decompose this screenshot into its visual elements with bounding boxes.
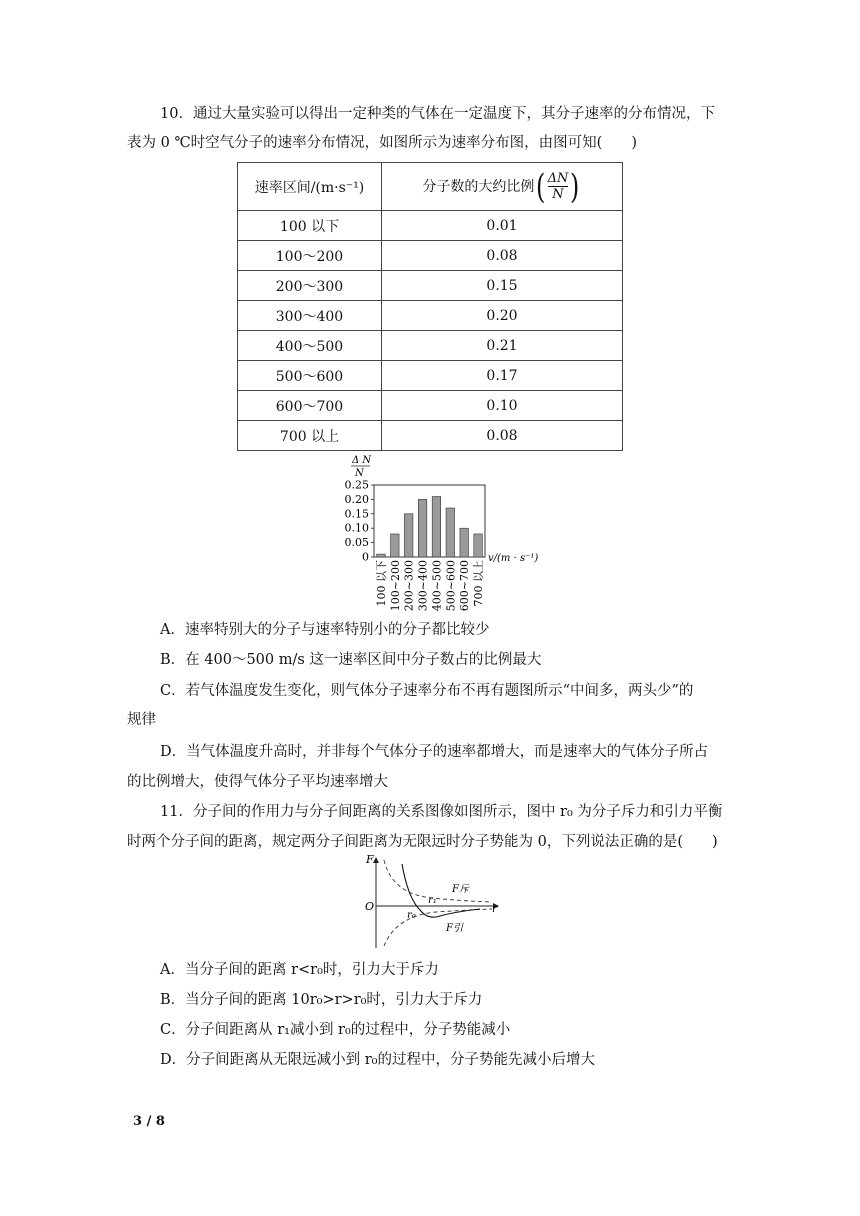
table-row: [238, 361, 623, 391]
bar: [446, 508, 455, 557]
table-row: [238, 271, 623, 301]
q10-option-d-line1: D．当气体温度升高时，并非每个气体分子的速率都增大，而是速率大的气体分子所占: [160, 744, 709, 760]
speed-distribution-chart: [340, 452, 560, 614]
bar: [418, 499, 427, 557]
x-tick-label: 100 以下: [374, 560, 388, 607]
r0-label: r₀: [407, 910, 416, 921]
f-attraction-label: F引: [446, 923, 463, 934]
r-axis-label: r: [492, 902, 498, 915]
ratio-cell: 0.15: [382, 271, 623, 301]
table-row: [238, 241, 623, 271]
q10-option-d-line2: 的比例增大，使得气体分子平均速率增大: [127, 774, 388, 790]
ratio-cell: 0.17: [382, 361, 623, 391]
range-cell: 700 以上: [238, 421, 382, 451]
x-axis-label: v/(m · s⁻¹): [488, 553, 539, 564]
r1-label: r₁: [428, 895, 437, 906]
range-cell: 600～700: [238, 391, 382, 421]
table-row: [238, 211, 623, 241]
ratio-cell: 0.21: [382, 331, 623, 361]
y-label-denominator: N: [355, 468, 364, 479]
y-tick-label: 0: [362, 550, 369, 564]
repulsion-curve: [384, 860, 492, 902]
q11-option-d: D．分子间距离从无限远减小到 r₀的过程中，分子势能先减小后增大: [160, 1052, 595, 1068]
q10-option-a: A．速率特别大的分子与速率特别小的分子都比较少: [160, 622, 490, 638]
x-tick-label: 500~600: [444, 560, 458, 612]
q11-stem-line1: 11．分子间的作用力与分子间距离的关系图像如图所示，图中 r₀ 为分子斥力和引力平衡: [160, 804, 723, 820]
table-header-range: 速率区间/(m·s⁻¹): [238, 163, 382, 211]
table-row: [238, 301, 623, 331]
q10-option-c-line2: 规律: [127, 712, 156, 728]
origin-label: O: [365, 900, 375, 913]
q10-option-b: B．在 400～500 m/s 这一速率区间中分子数占的比例最大: [160, 652, 542, 668]
y-tick-label: 0.10: [344, 521, 369, 535]
x-tick-label: 200~300: [402, 560, 416, 612]
table-row: [238, 331, 623, 361]
q10-stem-line1: 10．通过大量实验可以得出一定种类的气体在一定温度下，其分子速率的分布情况，下: [160, 106, 715, 122]
bar: [432, 497, 441, 557]
table-header-ratio: 分子数的大约比例 ( ΔN N ): [382, 163, 623, 211]
bar: [474, 534, 483, 557]
q10-option-c-line1: C．若气体温度发生变化，则气体分子速率分布不再有题图所示“中间多，两头少”的: [160, 683, 694, 699]
range-cell: 500～600: [238, 361, 382, 391]
page-number: 3 / 8: [133, 1114, 165, 1129]
y-label-numerator: Δ N: [352, 455, 372, 466]
ratio-cell: 0.08: [382, 421, 623, 451]
x-tick-label: 400~500: [430, 560, 444, 612]
speed-distribution-table: [237, 162, 623, 451]
q11-stem-line2: 时两个分子间的距离，规定两分子间距离为无限远时分子势能为 0，下列说法正确的是( ): [127, 834, 718, 850]
x-tick-label: 100~200: [388, 560, 402, 612]
bar: [391, 534, 400, 557]
ratio-cell: 0.08: [382, 241, 623, 271]
ratio-cell: 0.20: [382, 301, 623, 331]
table-row: [238, 391, 623, 421]
attraction-curve: [384, 909, 492, 946]
bar: [377, 554, 386, 557]
ratio-cell: 0.01: [382, 211, 623, 241]
range-cell: 100 以下: [238, 211, 382, 241]
f-axis-label: F: [366, 854, 374, 866]
y-tick-label: 0.15: [344, 507, 369, 521]
table-row: [238, 421, 623, 451]
q11-option-c: C．分子间距离从 r₁减小到 r₀的过程中，分子势能减小: [160, 1022, 511, 1038]
f-repulsion-label: F斥: [452, 884, 469, 895]
header-frac-den: N: [552, 187, 564, 202]
range-cell: 100～200: [238, 241, 382, 271]
y-tick-label: 0.20: [344, 492, 369, 506]
range-cell: 200～300: [238, 271, 382, 301]
ratio-cell: 0.10: [382, 391, 623, 421]
bar: [460, 528, 469, 557]
bar: [404, 514, 413, 557]
x-tick-label: 700 以上: [472, 560, 486, 607]
x-tick-label: 300~400: [416, 560, 430, 612]
y-tick-label: 0.25: [344, 478, 369, 492]
x-tick-label: 600~700: [458, 560, 472, 612]
q11-option-b: B．当分子间的距离 10r₀>r>r₀时，引力大于斥力: [160, 992, 483, 1008]
header-frac-num: ΔN: [547, 171, 569, 186]
q10-stem-line2: 表为 0 ℃时空气分子的速率分布情况，如图所示为速率分布图，由图可知( ): [127, 135, 637, 151]
range-cell: 400～500: [238, 331, 382, 361]
force-distance-figure: [362, 854, 506, 952]
q11-option-a: A．当分子间的距离 r<r₀时，引力大于斥力: [160, 962, 439, 978]
range-cell: 300～400: [238, 301, 382, 331]
y-tick-label: 0.05: [344, 536, 369, 550]
